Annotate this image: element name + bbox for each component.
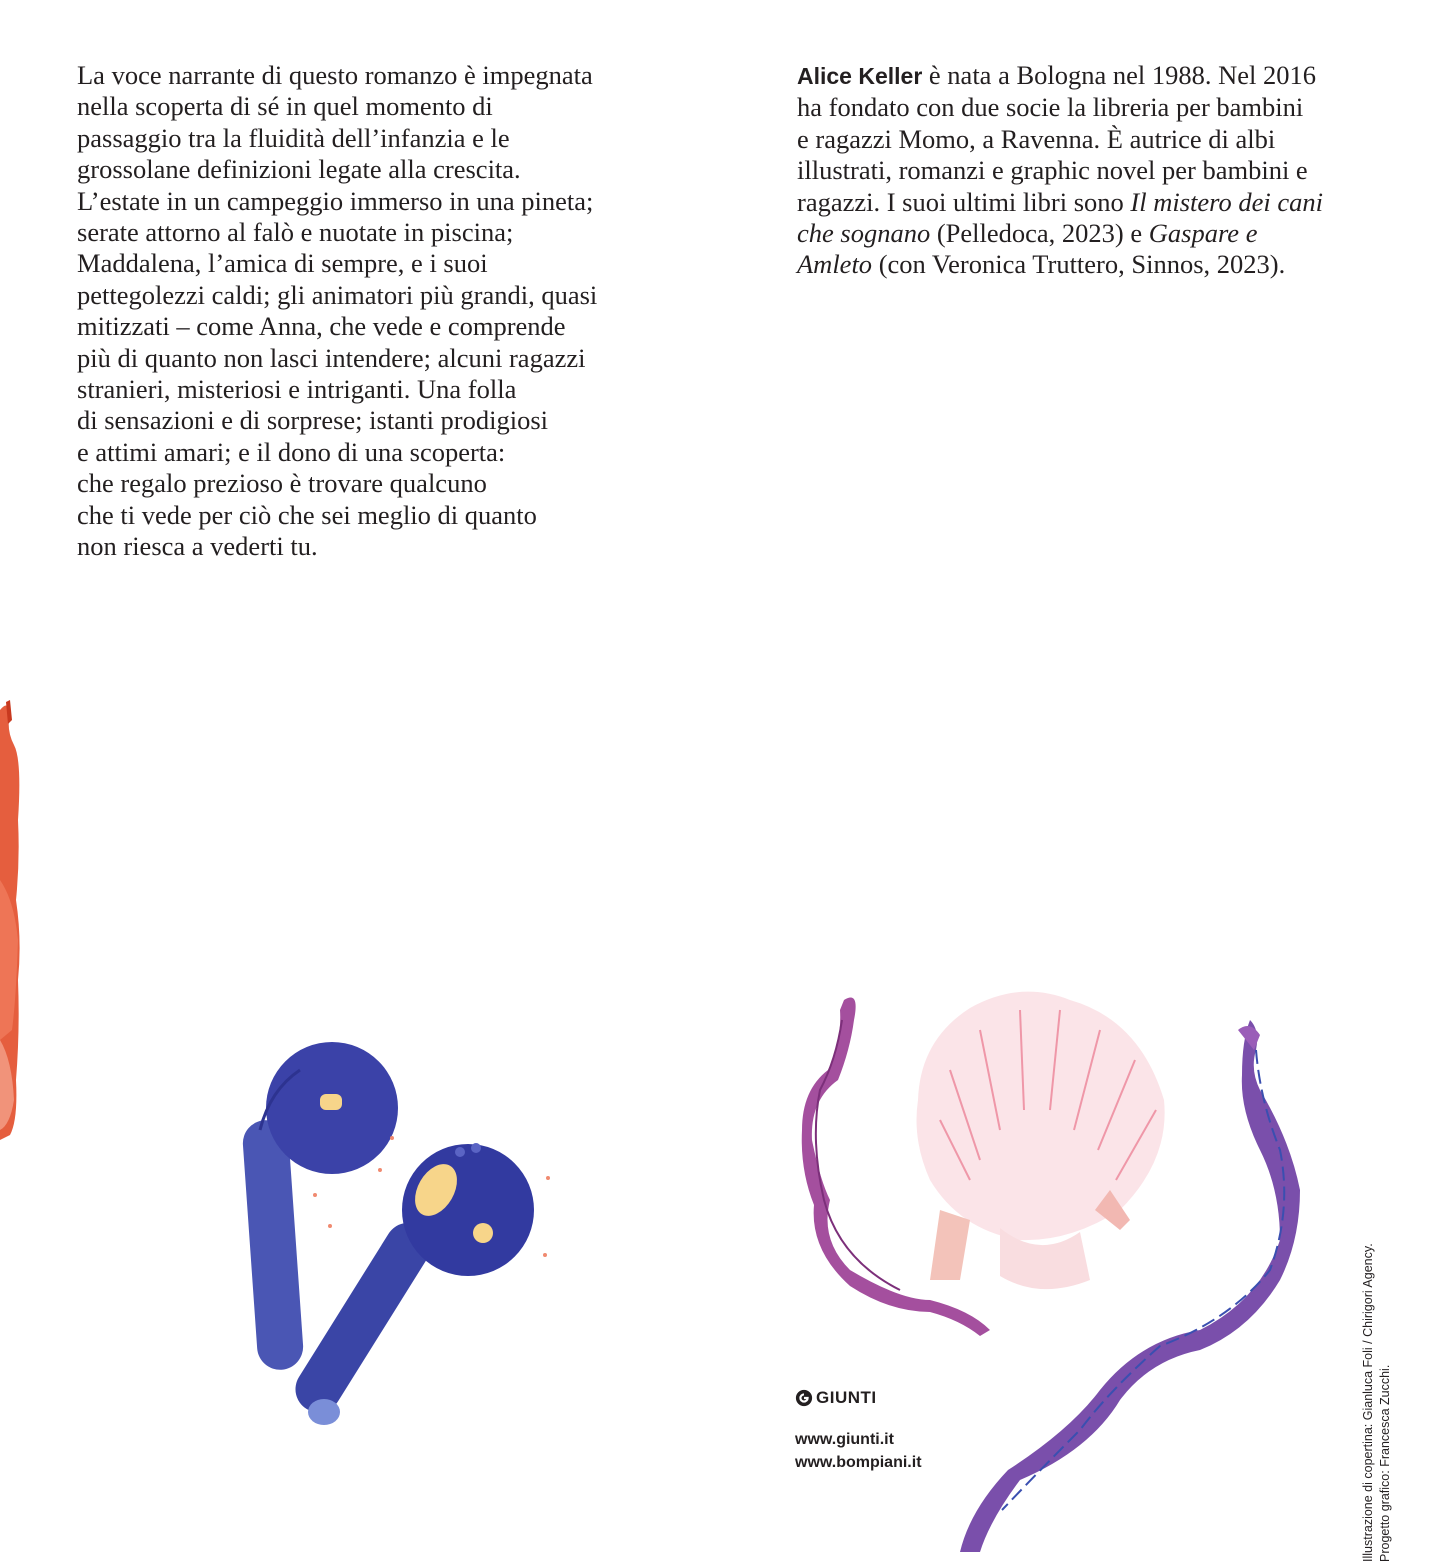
synopsis-line: e attimi amari; e il dono di una scoperta: [77,436,506,467]
synopsis-line: mitizzati – come Anna, che vede e comprende [77,311,566,342]
synopsis-line: che regalo prezioso è trovare qualcuno [77,468,487,499]
author-name: Alice Keller [797,63,923,89]
synopsis-line: L’estate in un campeggio immerso in una pineta; [77,185,594,216]
bio-text: è nata a Bologna nel 1988. Nel 2016 [922,60,1317,90]
giunti-logo-icon [795,1389,813,1407]
synopsis-line: stranieri, misteriosi e intriganti. Una folla [77,374,517,405]
giunti-logo [795,1388,922,1408]
giunti-url-link[interactable]: www.giunti.it [795,1431,894,1448]
synopsis-line: non riesca a vederti tu. [77,531,318,562]
bompiani-url-link[interactable]: www.bompiani.it [795,1454,922,1471]
bio-line: e ragazzi Momo, a Ravenna. È autrice di albi [797,123,1276,154]
watercolor-edge-illustration [0,700,24,1140]
synopsis-line: serate attorno al falò e nuotate in piscina; [77,217,514,248]
bio-line [797,60,1377,92]
book-title: Amleto [797,249,873,280]
bio-line: ha fondato con due socie la libreria per bambini [797,92,1304,123]
synopsis-line: La voce narrante di questo romanzo è impegnata [77,60,593,90]
bio-text: ragazzi. I suoi ultimi libri sono [797,186,1131,217]
bio-line: illustrati, romanzi e graphic novel per bambini e [797,155,1308,186]
earbuds-illustration [240,1030,560,1430]
synopsis-line: Maddalena, l’amica di sempre, e i suoi [77,248,488,279]
book-title: Gaspare e [1148,218,1258,249]
publisher-block [795,1388,922,1474]
synopsis-line: pettegolezzi caldi; gli animatori più grandi, quasi [77,279,598,310]
illustration-credit: Illustrazione di copertina: Gianluca Foli / Chirigori Agency. [1361,1243,1375,1562]
synopsis-line: che ti vede per ciò che sei meglio di quanto [77,499,537,530]
synopsis-line: più di quanto non lasci intendere; alcuni ragazzi [77,342,586,373]
bio-line [797,218,1377,249]
synopsis-line: passaggio tra la fluidità dell’infanzia e le [77,122,510,153]
publisher-name: GIUNTI [816,1388,877,1407]
book-title: che sognano [797,218,931,249]
book-title: Il mistero dei cani [1130,186,1323,217]
synopsis-line: di sensazioni e di sorprese; istanti prodigiosi [77,405,549,436]
credits [1360,1162,1394,1562]
bio-line [797,249,1377,280]
bio-text: (con Veronica Truttero, Sinnos, 2023). [872,249,1286,280]
synopsis-text [77,60,677,563]
synopsis-line: nella scoperta di sé in quel momento di [77,91,493,122]
design-credit: Progetto grafico: Francesca Zucchi. [1378,1364,1392,1562]
author-bio [797,60,1377,281]
bio-text: (Pelledoca, 2023) e [930,218,1149,249]
synopsis-line: grossolane definizioni legate alla crescita. [77,154,521,185]
bio-line [797,187,1377,218]
